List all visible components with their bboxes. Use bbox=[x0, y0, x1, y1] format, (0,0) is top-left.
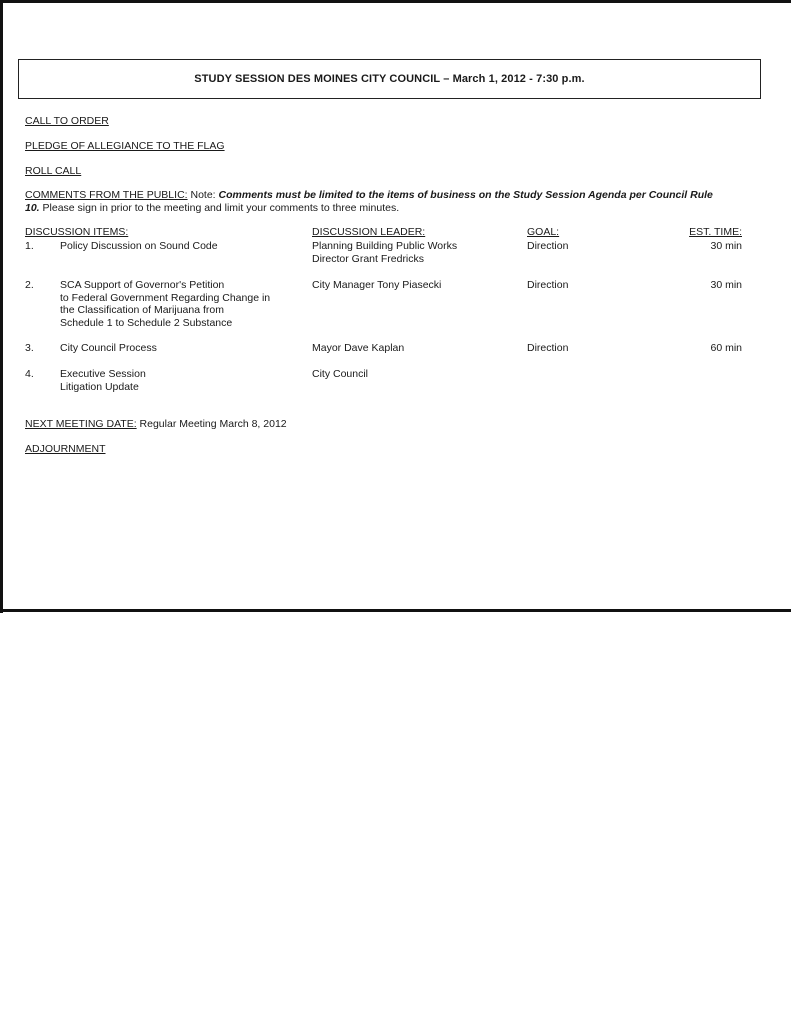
header-goal: GOAL: bbox=[527, 226, 560, 238]
item-number: 1. bbox=[25, 240, 34, 252]
item-number: 3. bbox=[25, 342, 34, 354]
note-label: Note: bbox=[190, 189, 216, 201]
scan-border-bottom bbox=[0, 609, 791, 612]
item-description bbox=[60, 279, 300, 329]
pledge-of-allegiance: PLEDGE OF ALLEGIANCE TO THE FLAG bbox=[25, 140, 225, 152]
item-line: Executive Session bbox=[60, 368, 146, 380]
item-line: Schedule 1 to Schedule 2 Substance bbox=[60, 316, 233, 329]
item-description bbox=[60, 368, 300, 393]
item-leader bbox=[312, 342, 512, 355]
agenda-title: STUDY SESSION DES MOINES CITY COUNCIL – March 1, 2012 - 7:30 p.m. bbox=[194, 73, 585, 85]
header-discussion-leader: DISCUSSION LEADER: bbox=[312, 226, 426, 238]
item-leader bbox=[312, 240, 512, 265]
item-line: City Council Process bbox=[60, 342, 157, 354]
item-time: 60 min bbox=[710, 342, 742, 354]
item-time: 30 min bbox=[710, 240, 742, 252]
agenda-title-box bbox=[18, 59, 761, 99]
note-text: Comments must be limited to the items of business on the Study Session Agenda per Council Rule bbox=[218, 189, 713, 201]
item-line: to Federal Government Regarding Change in bbox=[60, 291, 271, 304]
adjournment: ADJOURNMENT bbox=[25, 443, 106, 455]
item-number: 4. bbox=[25, 368, 34, 380]
rule-number: 10. bbox=[25, 202, 40, 214]
item-description bbox=[60, 342, 300, 355]
item-leader bbox=[312, 279, 512, 292]
scan-border-top bbox=[0, 0, 791, 3]
next-meeting-label: NEXT MEETING DATE: bbox=[25, 418, 137, 430]
header-est-time: EST. TIME: bbox=[689, 226, 742, 238]
leader-line: Planning Building Public Works bbox=[312, 240, 458, 252]
item-line: the Classification of Marijuana from bbox=[60, 304, 224, 316]
leader-line: Director Grant Fredricks bbox=[312, 252, 425, 265]
next-meeting bbox=[25, 418, 287, 430]
call-to-order: CALL TO ORDER bbox=[25, 115, 109, 127]
header-discussion-items: DISCUSSION ITEMS: bbox=[25, 226, 129, 238]
leader-line: City Manager Tony Piasecki bbox=[312, 279, 442, 291]
item-line: Litigation Update bbox=[60, 380, 139, 393]
item-leader bbox=[312, 368, 512, 381]
item-description bbox=[60, 240, 300, 253]
public-comments-line-2 bbox=[25, 202, 399, 214]
roll-call: ROLL CALL bbox=[25, 165, 82, 177]
item-goal: Direction bbox=[527, 342, 569, 354]
next-meeting-value: Regular Meeting March 8, 2012 bbox=[139, 418, 287, 430]
item-goal: Direction bbox=[527, 240, 569, 252]
leader-line: Mayor Dave Kaplan bbox=[312, 342, 405, 354]
sign-in-instructions: Please sign in prior to the meeting and limit your comments to three minutes. bbox=[42, 202, 400, 214]
public-comments-line-1 bbox=[25, 189, 713, 201]
public-comments-heading: COMMENTS FROM THE PUBLIC: bbox=[25, 189, 188, 201]
item-goal: Direction bbox=[527, 279, 569, 291]
item-line: SCA Support of Governor's Petition bbox=[60, 279, 225, 291]
item-time: 30 min bbox=[710, 279, 742, 291]
item-number: 2. bbox=[25, 279, 34, 291]
scan-border-left bbox=[0, 0, 3, 613]
item-line: Policy Discussion on Sound Code bbox=[60, 240, 218, 252]
leader-line: City Council bbox=[312, 368, 369, 380]
